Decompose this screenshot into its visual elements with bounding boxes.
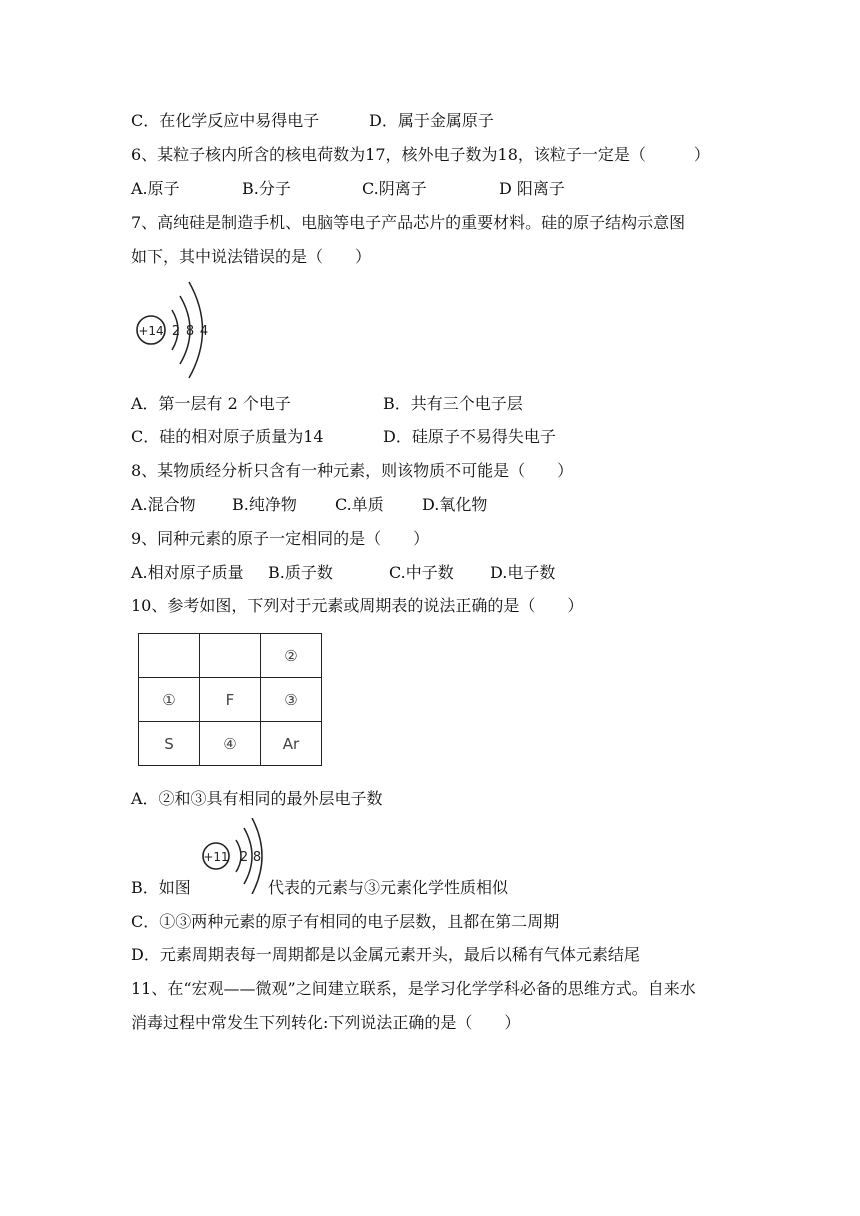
ptable-cell <box>139 634 200 678</box>
silicon-shell-3-count: 4 <box>199 324 209 339</box>
q6-option-b: B.分子 <box>242 179 291 198</box>
q8-option-a: A.混合物 <box>131 495 196 514</box>
q8-option-b: B.纯净物 <box>232 495 297 514</box>
silicon-nucleus-charge: +14 <box>138 324 164 338</box>
q9-stem: 9、同种元素的原子一定相同的是（ ） <box>131 529 430 548</box>
q11-stem-line1: 11、在“宏观——微观”之间建立联系，是学习化学学科必备的思维方式。自来水 <box>131 979 696 998</box>
q9-option-d: D.电子数 <box>490 563 556 582</box>
q10-option-b-prefix: B．如图 <box>131 878 191 897</box>
periodic-table-excerpt <box>138 633 322 766</box>
q6-option-c: C.阴离子 <box>362 179 427 198</box>
q8-option-d: D.氧化物 <box>422 495 488 514</box>
q9-option-a: A.相对原子质量 <box>131 563 244 582</box>
ptable-cell: ① <box>139 678 200 722</box>
sodium-shell-2-count: 8 <box>252 850 262 865</box>
silicon-shell-1-count: 2 <box>171 324 181 339</box>
ptable-cell: ② <box>261 634 322 678</box>
sodium-atom-structure-diagram <box>200 818 270 894</box>
q7-stem-line1: 7、高纯硅是制造手机、电脑等电子产品芯片的重要材料。硅的原子结构示意图 <box>131 213 686 232</box>
q11-stem-line2: 消毒过程中常发生下列转化:下列说法正确的是（ ） <box>131 1013 521 1032</box>
q8-stem: 8、某物质经分析只含有一种元素，则该物质不可能是（ ） <box>131 461 574 480</box>
q6-option-a: A.原子 <box>131 179 180 198</box>
q9-option-b: B.质子数 <box>268 563 333 582</box>
q10-option-c: C．①③两种元素的原子有相同的电子层数，且都在第二周期 <box>131 912 560 931</box>
q6-stem: 6、某粒子核内所含的核电荷数为17，核外电子数为18，该粒子一定是（ ） <box>131 145 710 164</box>
q5-option-c: C．在化学反应中易得电子 <box>131 111 320 130</box>
ptable-cell: F <box>200 678 261 722</box>
ptable-cell: S <box>139 722 200 766</box>
q7-stem-line2: 如下，其中说法错误的是（ ） <box>131 247 372 266</box>
ptable-cell: ④ <box>200 722 261 766</box>
sodium-nucleus-charge: +11 <box>203 850 229 864</box>
q10-option-b-suffix: 代表的元素与③元素化学性质相似 <box>268 878 509 897</box>
ptable-cell: ③ <box>261 678 322 722</box>
sodium-shell-1-count: 2 <box>239 850 249 865</box>
q7-option-c: C．硅的相对原子质量为14 <box>131 427 324 446</box>
ptable-cell: Ar <box>261 722 322 766</box>
silicon-atom-structure-diagram <box>134 280 224 380</box>
q7-option-b: B．共有三个电子层 <box>383 394 523 413</box>
q5-option-d: D．属于金属原子 <box>369 111 494 130</box>
q8-option-c: C.单质 <box>335 495 384 514</box>
ptable-cell <box>200 634 261 678</box>
q10-stem: 10、参考如图，下列对于元素或周期表的说法正确的是（ ） <box>131 596 584 615</box>
silicon-shell-2-count: 8 <box>185 324 195 339</box>
q10-option-a: A．②和③具有相同的最外层电子数 <box>131 789 383 808</box>
q9-option-c: C.中子数 <box>389 563 454 582</box>
q7-option-d: D．硅原子不易得失电子 <box>383 427 556 446</box>
q10-option-d: D．元素周期表每一周期都是以金属元素开头，最后以稀有气体元素结尾 <box>131 945 640 964</box>
q6-option-d: D 阳离子 <box>499 179 565 198</box>
q7-option-a: A．第一层有 2 个电子 <box>131 394 291 413</box>
